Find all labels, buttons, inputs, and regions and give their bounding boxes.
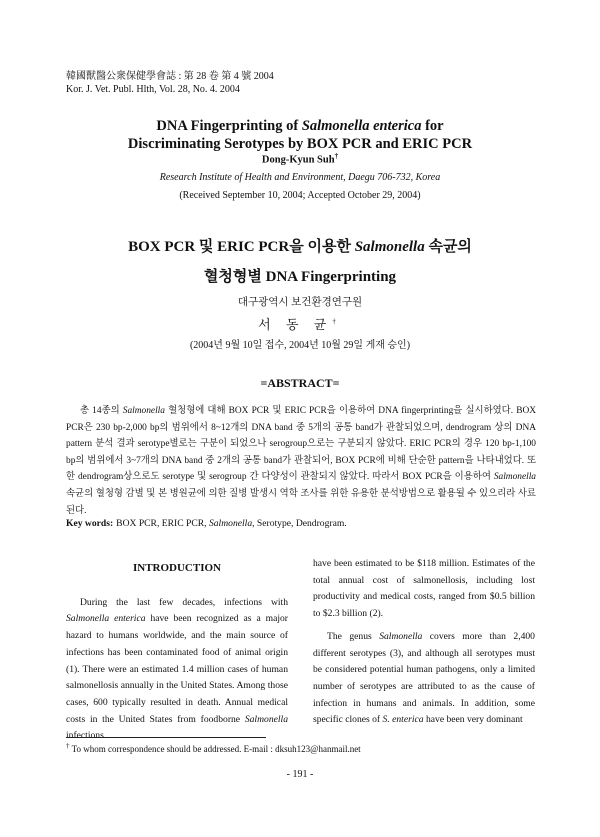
abstract-body: 총 14종의 Salmonella 혈청형에 대해 BOX PCR 및 ERIC PCR을 이용하여 DNA fingerprinting을 실시하였다. BOX PCR은 230 bp-2,000 bp의 범위에서 8~12개의 DNA band 중 5개의 공통 band가 관찰되었으며, dendrogram 상의 DNA pattern 분석 결과 serotype별로는 구분이 되었으나 serogroup으로는 구분되지 않았다. ERIC PCR의 경우 120 bp-1,100 bp의 범위에서 3~7개의 DNA band 중 2개의 공통 band가 관찰되어, BOX PCR에 비해 단순한 pattern을 나타내었다. 또한 dendrogram상으로도 serotype 및 serogroup 간 다양성이 관찰되지 않았다. 따라서 BOX PCR을 이용하여 Salmonella 속균의 혈청형 감별 및 본 병원균에 의한 질병 발생시 역학 조사를 위한 유용한 분석방법으로 활용될 수 있으리라 사료된다. [66, 406, 536, 516]
footnote-divider [66, 737, 266, 738]
english-title: DNA Fingerprinting of Salmonella enterica for Discriminating Serotypes by BOX PCR and ERIC PCR [127, 118, 473, 152]
author-footnote-mark: † [334, 152, 339, 160]
intro-paragraph-2: The genus Salmonella covers more than 2,400 different serotypes (3), and although all serotypes must be considered potential human pathogens, only a limited number of serotypes are attributed to as the cause of infection in humans and animals. In addition, some specific clones of S. enterica have been very dominant [313, 630, 535, 726]
footnote-mark: † [66, 742, 70, 750]
intro-paragraph-1: During the last few decades, infections with Salmonella enterica have been recognized as a major hazard to humans worldwide, and the main source of infections has been contaminated food of animal origin (1). There were an estimated 1.4 million cases of human salmonellosis annually in the United States. Among those cases, 600 typically resulted in death. Annual medical costs in the United States from foodborne Salmonella infections [66, 596, 288, 742]
korean-author-footnote-mark: † [332, 317, 342, 326]
english-author: Dong-Kyun Suh† [261, 152, 339, 166]
page-number: - 191 - [286, 769, 314, 780]
journal-line-english: Kor. J. Vet. Publ. Hlth, Vol. 28, No. 4. 2004 [66, 84, 240, 95]
journal-line-korean: 韓國獸醫公衆保健學會誌 : 第 28 卷 第 4 號 2004 [66, 71, 274, 82]
korean-title: BOX PCR 및 ERIC PCR을 이용한 Salmonella 속균의 혈청형별 DNA Fingerprinting [128, 239, 472, 285]
footnote [66, 742, 361, 754]
english-received-dates: (Received September 10, 2004; Accepted October 29, 2004) [179, 190, 421, 201]
korean-affiliation: 대구광역시 보건환경연구원 [237, 297, 363, 308]
keywords: Key words: BOX PCR, ERIC PCR, Salmonella, Serotype, Dendrogram. [66, 518, 347, 529]
footnote-text: To whom correspondence should be addressed. E-mail : dksuh123@hanmail.net [71, 744, 361, 754]
intro-paragraph-1-continued: have been estimated to be $118 million. Estimates of the total annual cost of salmonellosis, including lost productivity and medical costs, ranged from $0.5 billion to $2.3 billion (2). [313, 558, 535, 620]
left-column [66, 560, 288, 745]
abstract-heading: =ABSTRACT= [260, 376, 340, 390]
english-affiliation: Research Institute of Health and Environment, Daegu 706-732, Korea [159, 172, 441, 183]
journal-header [66, 70, 274, 96]
korean-received-dates: (2004년 9월 10일 접수, 2004년 10월 29일 게재 승인) [189, 340, 411, 351]
korean-author: 서 동 균† [258, 317, 342, 332]
introduction-heading: INTRODUCTION [132, 562, 221, 574]
keywords-label: Key words: [66, 518, 114, 529]
right-column [313, 556, 535, 729]
